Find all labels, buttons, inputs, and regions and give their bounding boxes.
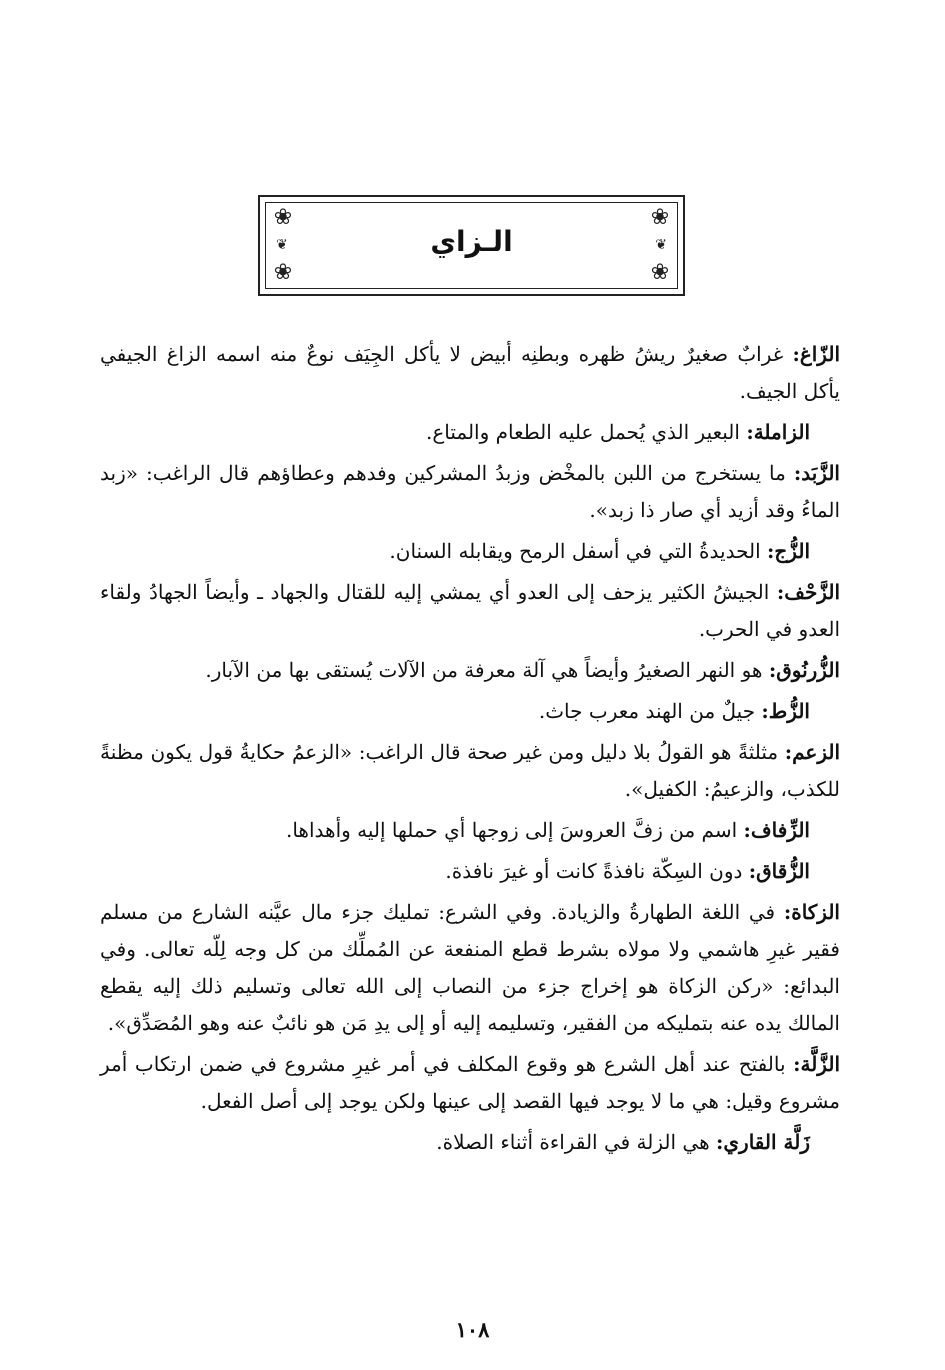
entry-definition: هي الزلة في القراءة أثناء الصلاة. [436, 1130, 716, 1154]
entry-definition: في اللغة الطهارةُ والزيادة. وفي الشرع: تمليك جزء مال عيَّنه الشارع من مسلم فقير غيرِ هاشمي ولا مولاه بشرط قطع المنفعة عن المُملِّك من كل وجه لِلّه تعالى. وفي البدائع: «ركن الزكاة هو إخراج جزء من النصاب إلى الله تعالى وتسليم ذلك إليه يقطع المالك يده عنه بتمليكه من الفقير، وتسليمه إليه أو إلى يدِ مَن هو نائبٌ عنه وهو المُصَدِّق». [100, 900, 840, 1035]
entry-definition: الحديدةُ التي في أسفل الرمح ويقابله السنان. [389, 539, 768, 563]
entry-definition: الجيشُ الكثير يزحف إلى العدو أي يمشي إليه للقتال والجهاد ـ وأيضاً الجهادُ ولقاء العدو في الحرب. [100, 580, 840, 641]
entry-definition: هو النهر الصغيرُ وأيضاً هي آلة معرفة من الآلات يُستقى بها من الآبار. [205, 658, 769, 682]
entry-zallat-alqari [100, 1124, 840, 1161]
entry-term: الزُّط: [761, 699, 810, 723]
entry-zurnuq [100, 652, 840, 689]
entry-term: الزَّحْف: [776, 580, 840, 604]
entry-zamila [100, 414, 840, 451]
entry-term: الزُّقاق: [748, 859, 810, 883]
entry-zagh [100, 336, 840, 410]
entry-term: الزِّفاف: [743, 818, 810, 842]
entry-zakat [100, 894, 840, 1042]
entry-definition: اسم من زفَّ العروسَ إلى زوجها أي حملها إليه وأهداها. [285, 818, 744, 842]
entry-term: الزعم: [784, 740, 840, 764]
entry-definition: البعير الذي يُحمل عليه الطعام والمتاع. [425, 420, 747, 444]
entry-term: الزاملة: [746, 420, 810, 444]
entry-definition: مثلثةً هو القولُ بلا دليل ومن غير صحة قال الراغب: «الزعمُ حكايةُ قول يكون مظنةً للكذب، والزعيمُ: الكفيل». [100, 740, 840, 801]
dictionary-entries [100, 336, 840, 1165]
entry-zalla [100, 1046, 840, 1120]
ornament-icon: ❦ [655, 237, 667, 253]
entry-definition: غرابٌ صغيرٌ ريشُ ظهره وبطنِه أبيض لا يأكل الجِيَف نوعٌ منه اسمه الزاغ الجيفي يأكل الجيف. [100, 342, 840, 403]
entry-term: الزُّرنُوق: [768, 658, 840, 682]
entry-zaam [100, 734, 840, 808]
entry-term: الزّاغ: [792, 342, 840, 366]
entry-definition: بالفتح عند أهل الشرع هو وقوع المكلف في أمر غيرِ مشروع في ضمن ارتكاب أمر مشروع وقيل: هي ما لا يوجد فيها القصد إلى عينها ولكن يوجد إلى أصل الفعل. [100, 1052, 840, 1113]
entry-zujj [100, 533, 840, 570]
entry-zifaf [100, 812, 840, 849]
entry-definition: ما يستخرج من اللبن بالمخْض وزبدُ المشركين وفدهم وعطاؤهم قال الراغب: «زبد الماءُ وقد أزيد أي صار ذا زبد». [100, 461, 840, 522]
ornament-icon: ❀ [650, 260, 670, 285]
entry-zuqaq [100, 853, 840, 890]
entry-zutt [100, 693, 840, 730]
entry-zabad [100, 455, 840, 529]
entry-term: زَلَّة القاري: [716, 1130, 810, 1154]
ornament-icon: ❀ [273, 260, 293, 285]
ornament-icon: ❀ [650, 205, 670, 230]
section-title: الـزاي [430, 225, 513, 258]
section-header-frame [258, 195, 685, 296]
entry-definition: دون السِكّة نافذةً كانت أو غيرَ نافذة. [445, 859, 749, 883]
ornament-icon: ❀ [273, 205, 293, 230]
entry-term: الزَّلَّة: [793, 1052, 840, 1076]
entry-term: الزُّج: [767, 539, 810, 563]
page-number: ١٠٨ [455, 1317, 490, 1342]
entry-term: الزكاة: [783, 900, 840, 924]
entry-definition: جيلٌ من الهند معرب جاث. [538, 699, 762, 723]
entry-zahf [100, 574, 840, 648]
entry-term: الزَّبَد: [793, 461, 840, 485]
ornament-icon: ❦ [276, 237, 288, 253]
